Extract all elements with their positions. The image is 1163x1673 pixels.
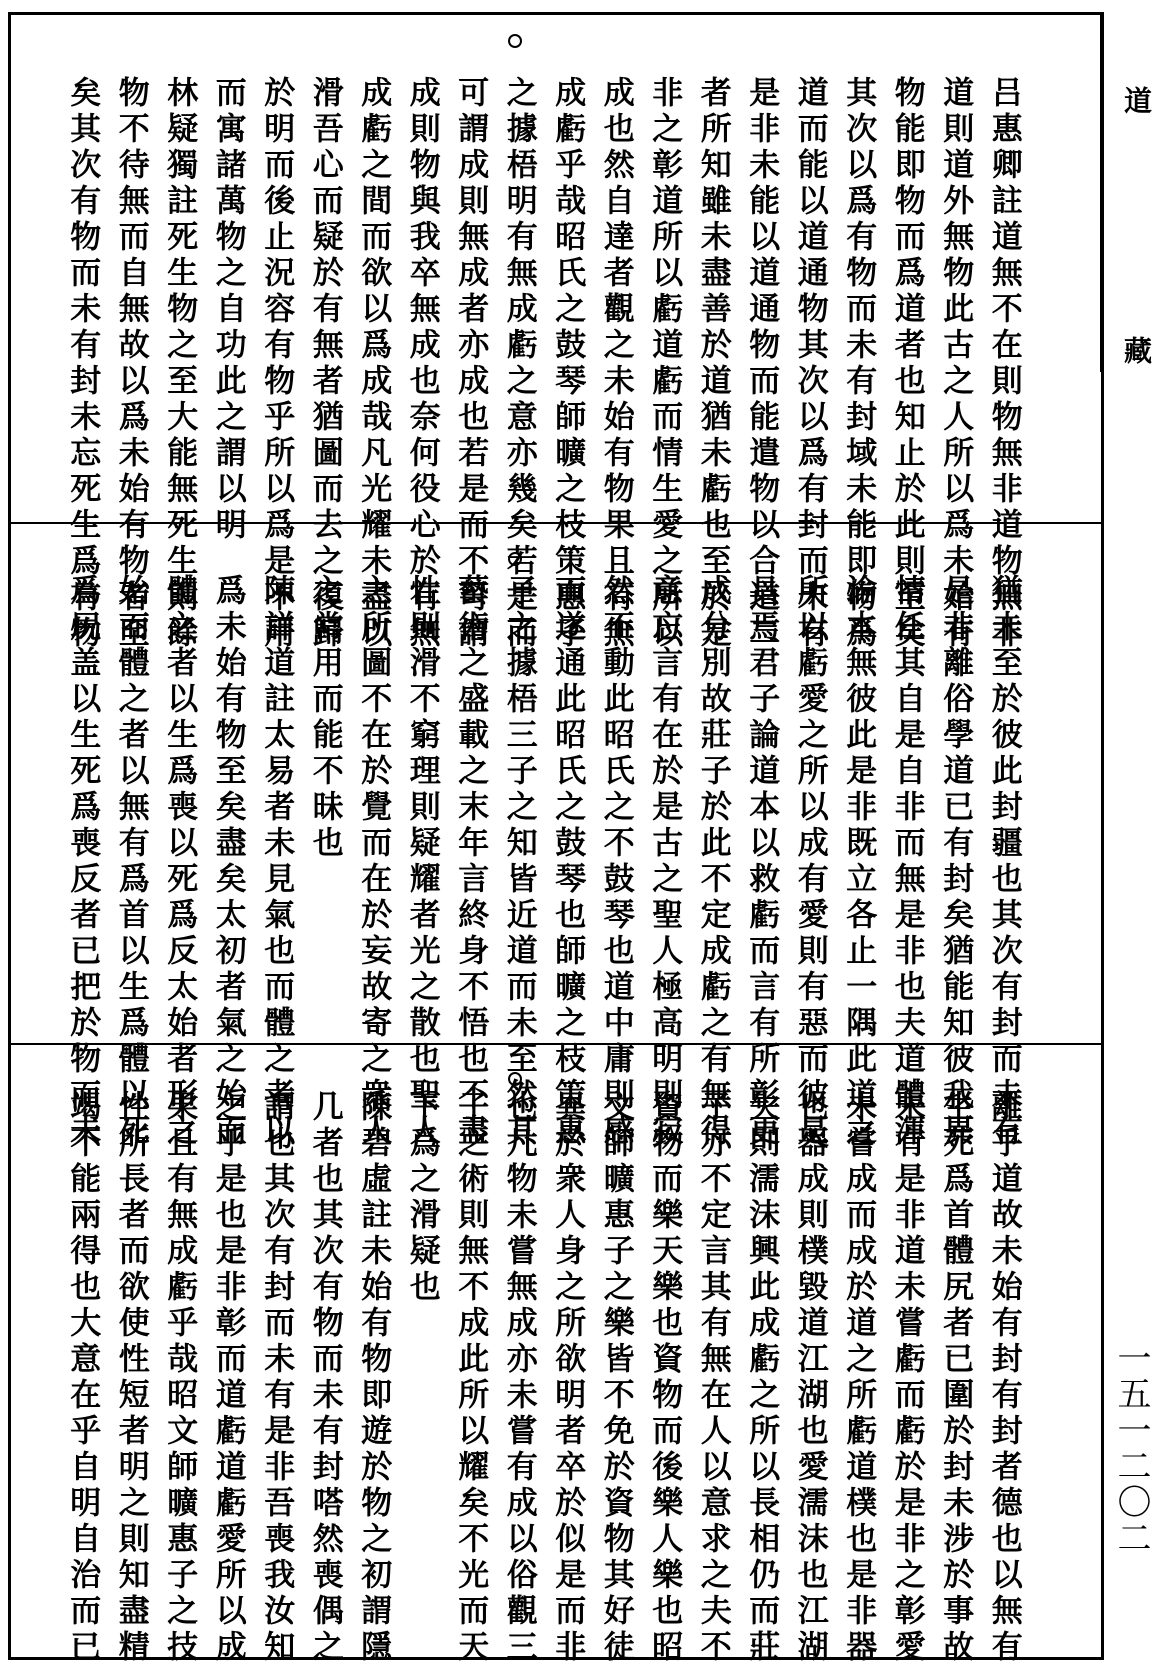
text-column: 吕惠卿註道無不在則物無非道物無非: [985, 76, 1022, 652]
text-column: 性所長者而欲使性短者明之則知盡精: [112, 1090, 149, 1666]
text-column: 几者也其次有物而未有封嗒然喪偶之: [306, 1090, 343, 1666]
text-column: 離乎道故未始有封有封者德也以無有: [985, 1090, 1022, 1666]
text-column: 是非未能以道通物而能遣物以合道二: [743, 76, 780, 652]
text-column: 可謂成則無成者亦成也若是而不可謂: [452, 76, 489, 652]
collection-name-bottom: 藏: [1120, 336, 1153, 364]
text-column: 子亦不定言其有無在人以意求之夫不: [694, 1090, 731, 1666]
text-column: 矣其次有物而未有封未忘死生爲有物: [64, 76, 101, 652]
text-column: 物不待無而自無故以爲未始有物者至: [112, 76, 149, 652]
text-column: 失則濡沫興此成虧之所以長相仍而莊: [743, 1090, 780, 1666]
text-column: 陳碧虛註未始有物即遊於物之初謂隱: [355, 1090, 392, 1666]
text-column: 成虧乎哉昭氏之鼓琴師曠之枝策惠子: [549, 76, 586, 652]
text-column: 之據梧明有無成虧之意亦幾矣若是而: [500, 76, 537, 652]
text-column: 陳詳道註太易者未見氣也而體之者以: [258, 574, 295, 1150]
text-panel-top: [58, 76, 1028, 652]
text-column: 之所圖不在於覺而在於妄故寄之衆人: [355, 574, 392, 1150]
text-column: 成則物與我卒無成也奈何役心於有無: [403, 76, 440, 652]
text-column: 爲尻盖以生死爲喪反者已把於物而未: [64, 574, 101, 1150]
text-column: 具焉君子論道本以救虧而言有所彰更: [743, 574, 780, 1150]
text-column: 之乎是也是非彰而道虧道虧愛所以成: [209, 1090, 246, 1666]
text-column: 謂也其次有封而未有是非吾喪我汝知: [258, 1090, 295, 1666]
text-column: 情任其自是自非而無是非也夫道體渾: [888, 574, 925, 1150]
text-panel-bottom: [58, 1090, 1028, 1666]
text-column: 道而能以道通物其次以爲有封而未有: [791, 76, 828, 652]
text-column: 異於衆人身之所欲明者卒於似是而非: [549, 1090, 586, 1666]
text-column: 而寓諸萬物之自功此之謂以明: [209, 76, 246, 544]
circle-mark-icon: [508, 34, 522, 48]
page-number: 一五一二〇二: [1111, 1340, 1151, 1556]
text-column: 於明而後止況容有物乎所以爲是不用: [258, 76, 295, 652]
text-column: 然不動此昭氏之不鼓琴也道中庸則感: [597, 574, 634, 1150]
text-column: 爲未始有物至矣盡矣太初者氣之始而: [209, 574, 246, 1150]
text-column: 是非離俗學道已有封矣猶能知彼我異: [937, 574, 974, 1150]
text-column: 竭不能兩得也大意在乎自明自治而已: [64, 1090, 101, 1666]
text-column: 生死爲首體尻者已圍於封未涉於事故: [937, 1090, 974, 1666]
text-column: 也器成則樸毀道江湖也愛濡沫也江湖: [791, 1090, 828, 1666]
text-column: 非之彰道所以虧道虧而情生愛之所以: [646, 76, 683, 652]
text-column: 淪本無彼此是非既立各止一隅此道之: [840, 574, 877, 1150]
text-column: 始而體之者以無有爲首以生爲體以死: [112, 574, 149, 1150]
text-column: 林疑獨註死生物之至大能無死生則餘: [161, 76, 198, 652]
text-column: 所以虧愛之所以成有愛則有惡而彼是: [791, 574, 828, 1150]
text-column: 其次以爲有物而未有封域未能即物爲: [840, 76, 877, 652]
text-column: 者所知雖未盡善於道猶未虧也至於是: [694, 76, 731, 652]
text-column: 未有是非道未嘗虧而虧於是非之彰愛: [888, 1090, 925, 1666]
text-column: 之常用而能不昧也: [306, 574, 343, 862]
text-column: 子之據梧三子之知皆近道而未至然其: [500, 574, 537, 1150]
spine-edge: [1100, 12, 1104, 372]
text-column: 也凡物未嘗無成亦未嘗有成以俗觀三: [500, 1090, 537, 1666]
text-column: 果且有無成虧乎哉昭文師曠惠子之技: [161, 1090, 198, 1666]
text-column: 成虧之間而欲以爲成哉凡光耀未盡以: [355, 76, 392, 652]
text-column: 物能即物而爲道者也知止於此則至矣: [888, 76, 925, 652]
text-column: 而遂通此昭氏之鼓琴也師曠之枝策惠: [549, 574, 586, 1150]
text-column: 道則道外無物此古之人所以爲未始有: [937, 76, 974, 652]
text-column: 意忘言有在於是古之聖人極高明則寂: [646, 574, 683, 1150]
text-column: 滑吾心而疑於有無者猶圖而去之復歸: [306, 76, 343, 652]
text-panel-middle: [58, 574, 1028, 1150]
text-column: 藝術之盛載之末年言終身不悟也不盡: [452, 574, 489, 1150]
text-column: 體之者以生爲喪以死爲反太始者形之: [161, 574, 198, 1150]
text-column: 未嘗成而成於道之所虧道樸也是非器: [840, 1090, 877, 1666]
text-column: 性則滑不窮理則疑耀者光之散也聖人: [403, 574, 440, 1150]
collection-name-top: 道: [1120, 86, 1153, 114]
text-column: 成也然自達者觀之未始有物果且有無: [597, 76, 634, 652]
text-column: 文師曠惠子之樂皆不免於資物其好徒: [597, 1090, 634, 1666]
text-column: 猶未至於彼此封疆也其次有封而未有: [985, 574, 1022, 1150]
text-column: 下爲之滑疑也: [403, 1090, 440, 1306]
text-column: 子之術則無不成此所以耀矣不光而天: [452, 1090, 489, 1666]
text-column: 資物而樂天樂也資物而後樂人樂也昭: [646, 1090, 683, 1666]
text-column: 成分別故莊子於此不定成虧之有無得: [694, 574, 731, 1150]
